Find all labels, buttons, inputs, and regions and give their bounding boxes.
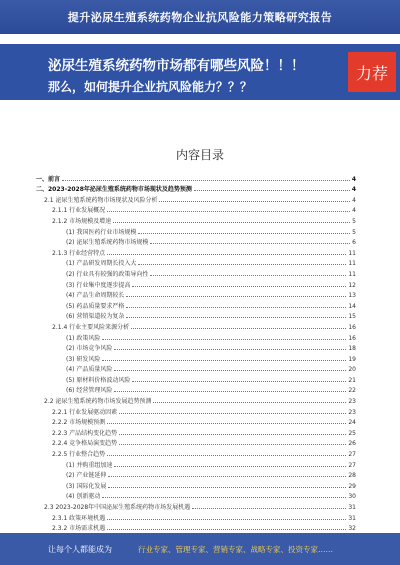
toc-entry[interactable] xyxy=(36,236,356,247)
toc-entry-text: 2.3.2 市场需求机遇 xyxy=(52,525,106,533)
toc-leader-dots xyxy=(102,497,346,498)
toc-leader-dots xyxy=(138,233,350,234)
toc-entry-text: 2.3.1 政策环境机遇 xyxy=(52,514,106,522)
toc-entry-text: (1) 产品研发周期长投入大 xyxy=(66,260,137,268)
toc-entry-text: (2) 市场竞争风险 xyxy=(66,345,113,353)
toc-leader-dots xyxy=(62,180,350,181)
toc-leader-dots xyxy=(150,243,350,244)
toc-leader-dots xyxy=(150,275,346,276)
toc-leader-dots xyxy=(119,434,346,435)
toc-entry-text: (4) 产品质量风险 xyxy=(66,366,113,374)
toc-entry-text: 2.2.1 行业发展驱动因素 xyxy=(52,408,118,416)
toc-leader-dots xyxy=(114,370,346,371)
toc-entry-page: 32 xyxy=(348,525,356,533)
toc-entry-page: 27 xyxy=(348,451,356,459)
recommend-badge: 力荐 xyxy=(348,52,396,92)
toc-entry-page: 4 xyxy=(352,207,356,215)
toc-entry[interactable] xyxy=(36,490,356,501)
toc-entry-page: 21 xyxy=(348,376,356,384)
toc-entry-text: 二、2023-2028年泌尿生殖系统药物市场现状及趋势预测 xyxy=(36,186,192,194)
toc-leader-dots xyxy=(119,413,346,414)
toc-entry-text: (4) 创新驱动 xyxy=(66,493,101,501)
toc-entry[interactable] xyxy=(36,225,356,236)
toc-entry-page: 23 xyxy=(348,398,356,406)
toc-entry-page: 14 xyxy=(348,302,356,310)
banner-subtitle: 那么，如何提升企业抗风险能力？？？ xyxy=(48,80,253,94)
toc-entry-page: 16 xyxy=(348,323,356,331)
toc-entry[interactable] xyxy=(36,373,356,384)
toc-entry-page: 29 xyxy=(348,482,356,490)
banner-title: 泌尿生殖系统药物市场都有哪些风险！！！ xyxy=(48,58,305,74)
toc-entry[interactable] xyxy=(36,352,356,363)
toc-entry-page: 31 xyxy=(348,504,356,511)
toc-entry-page: 6 xyxy=(352,239,356,247)
toc-entry-text: 2.1.4 行业主要风险来源分析 xyxy=(52,323,130,331)
toc-entry-text: (2) 产业链延伸 xyxy=(66,472,107,480)
toc-entry-page: 13 xyxy=(348,292,356,300)
toc-entry-page: 24 xyxy=(348,419,356,427)
toc-entry-page: 26 xyxy=(348,440,356,448)
toc-entry-page: 12 xyxy=(348,281,356,289)
toc-leader-dots xyxy=(119,444,346,445)
toc-leader-dots xyxy=(132,286,346,287)
toc-leader-dots xyxy=(126,307,346,308)
toc-leader-dots xyxy=(114,391,346,392)
toc-entry-text: 2.2 泌尿生殖系统药物市场发展趋势预测 xyxy=(44,398,152,406)
toc-entry[interactable] xyxy=(36,384,356,395)
toc-entry-page: 23 xyxy=(348,408,356,416)
toc-leader-dots xyxy=(159,201,350,202)
toc-entry-text: 2.2.5 行业整合趋势 xyxy=(52,451,106,459)
toc-leader-dots xyxy=(107,529,346,530)
toc-entry-text: (5) 药品质量要求严格 xyxy=(66,302,125,310)
toc-leader-dots xyxy=(192,508,346,509)
toc-entry-page: 4 xyxy=(351,186,356,194)
toc-entry[interactable] xyxy=(36,522,356,533)
toc-entry[interactable] xyxy=(36,363,356,374)
toc-entry-text: 2.2.2 市场规模预测 xyxy=(52,419,106,427)
toc-leader-dots xyxy=(153,402,346,403)
toc-entry[interactable] xyxy=(36,289,356,300)
toc-entry-page: 4 xyxy=(351,175,356,183)
report-header-title: 提升泌尿生殖系统药物企业抗风险能力策略研究报告 xyxy=(67,11,333,24)
toc-entry-text: (6) 营销渠道较为复杂 xyxy=(66,313,125,321)
toc-entry-text: 一、前言 xyxy=(36,175,61,183)
toc-entry-page: 15 xyxy=(348,313,356,321)
toc-entry-page: 28 xyxy=(348,472,356,480)
toc-entry[interactable] xyxy=(36,394,356,405)
toc-entry[interactable] xyxy=(36,458,356,469)
toc-entry[interactable] xyxy=(36,257,356,268)
toc-entry-page: 25 xyxy=(348,429,356,437)
toc-entry[interactable] xyxy=(36,500,356,511)
toc-entry-text: (2) 行业具有较强的政策导向性 xyxy=(66,270,149,278)
toc-entry-page: 18 xyxy=(348,345,356,353)
toc-entry[interactable] xyxy=(36,193,356,204)
toc-entry-page: 22 xyxy=(348,387,356,395)
toc-leader-dots xyxy=(108,476,346,477)
toc-entry-page: 20 xyxy=(348,366,356,374)
toc-leader-dots xyxy=(194,190,350,191)
toc-entry-text: (3) 行业集中度逐步提高 xyxy=(66,281,131,289)
toc-entry-text: (4) 产品生命周期较长 xyxy=(66,292,125,300)
toc-entry[interactable] xyxy=(36,246,356,257)
toc-entry-text: (3) 国际化发展 xyxy=(66,482,107,490)
toc-leader-dots xyxy=(114,349,346,350)
toc-leader-dots xyxy=(107,423,346,424)
toc-entry-page: 5 xyxy=(352,217,356,225)
toc-leader-dots xyxy=(113,222,350,223)
toc-leader-dots xyxy=(102,339,346,340)
toc-heading: 内容目录 xyxy=(175,148,224,162)
toc-leader-dots xyxy=(114,466,346,467)
toc-leader-dots xyxy=(138,264,346,265)
toc-entry[interactable] xyxy=(36,267,356,278)
toc-entry[interactable] xyxy=(36,405,356,416)
toc-leader-dots xyxy=(107,211,350,212)
toc-entry-text: 2.3 2023-2028年中国泌尿生殖系统药物市场发展机遇 xyxy=(44,504,191,511)
toc-entry-page: 11 xyxy=(348,270,356,278)
toc-entry-text: 2.1.3 行业经营特点 xyxy=(52,249,106,257)
toc-entry[interactable] xyxy=(36,331,356,342)
toc-leader-dots xyxy=(102,360,346,361)
toc-entry[interactable] xyxy=(36,342,356,353)
toc-entry-page: 16 xyxy=(348,334,356,342)
toc-entry-page: 4 xyxy=(352,196,356,204)
toc-leader-dots xyxy=(107,254,346,255)
toc-leader-dots xyxy=(108,487,346,488)
toc-entry[interactable] xyxy=(36,172,356,183)
report-header-bar xyxy=(0,0,400,34)
toc-entry[interactable] xyxy=(36,511,356,522)
table-of-contents xyxy=(36,172,356,543)
toc-entry[interactable] xyxy=(36,469,356,480)
toc-entry-text: 2.1 泌尿生殖系统药物市场现状及风险分析 xyxy=(44,196,158,204)
toc-entry[interactable] xyxy=(36,416,356,427)
toc-entry[interactable] xyxy=(36,447,356,458)
toc-entry[interactable] xyxy=(36,437,356,448)
toc-entry-text: (6) 经营管理风险 xyxy=(66,387,113,395)
toc-leader-dots xyxy=(132,381,346,382)
toc-entry[interactable] xyxy=(36,310,356,321)
footer-roles: 行业专家、管理专家、营销专家、战略专家、投资专家…… xyxy=(138,545,333,554)
toc-entry[interactable] xyxy=(36,278,356,289)
toc-entry-page: 31 xyxy=(348,514,356,522)
toc-entry-text: 2.1.2 市场规模及增速 xyxy=(52,217,112,225)
toc-leader-dots xyxy=(126,317,346,318)
toc-entry-text: (5) 原材料价格波动风险 xyxy=(66,376,131,384)
toc-entry-page: 30 xyxy=(348,493,356,501)
toc-leader-dots xyxy=(107,519,346,520)
toc-entry-text: (1) 政策风险 xyxy=(66,334,101,342)
toc-entry-text: (1) 我国医药行业市场规模 xyxy=(66,228,137,236)
toc-entry-text: 2.1.1 行业发展概况 xyxy=(52,207,106,215)
toc-entry-page: 11 xyxy=(348,260,356,268)
toc-leader-dots xyxy=(131,328,346,329)
toc-entry[interactable] xyxy=(36,479,356,490)
toc-entry[interactable] xyxy=(36,183,356,194)
toc-entry-text: (2) 泌尿生殖系统药物市场规模 xyxy=(66,239,149,247)
toc-entry[interactable] xyxy=(36,299,356,310)
toc-entry[interactable] xyxy=(36,204,356,215)
toc-entry-page: 5 xyxy=(352,228,356,236)
toc-entry[interactable] xyxy=(36,214,356,225)
toc-entry-text: (3) 研发风险 xyxy=(66,355,101,363)
toc-entry-page: 11 xyxy=(348,249,356,257)
toc-entry-text: 2.2.4 竞争格局演变趋势 xyxy=(52,440,118,448)
toc-entry-text: (1) 并购重组加速 xyxy=(66,461,113,469)
toc-entry-page: 27 xyxy=(348,461,356,469)
toc-entry-text: 2.2.3 产品结构变化趋势 xyxy=(52,429,118,437)
footer-slogan: 让每个人都能成为 xyxy=(48,545,112,554)
footer-bar xyxy=(0,533,400,565)
toc-leader-dots xyxy=(126,296,346,297)
toc-leader-dots xyxy=(107,455,346,456)
toc-entry[interactable] xyxy=(36,426,356,437)
toc-entry-page: 19 xyxy=(348,355,356,363)
toc-entry[interactable] xyxy=(36,320,356,331)
